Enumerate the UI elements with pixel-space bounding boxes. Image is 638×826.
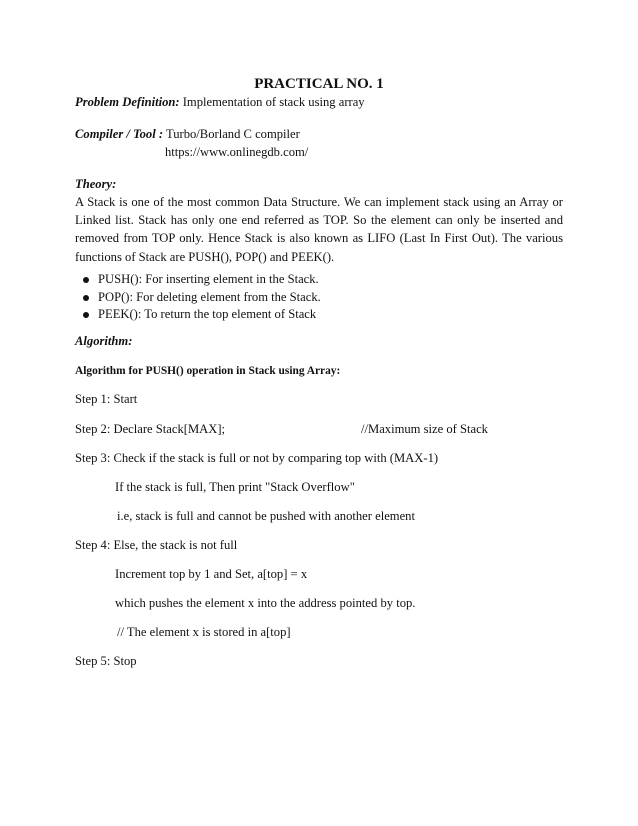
problem-definition [75,95,365,110]
bullet-icon [83,312,89,318]
step-3: Step 3: Check if the stack is full or not by comparing top with (MAX-1) [75,451,439,465]
algorithm-heading: Algorithm: [75,334,133,348]
step-2-comment: //Maximum size of Stack [361,422,488,436]
step-1: Step 1: Start [75,392,138,406]
step-3-detail-overflow: If the stack is full, Then print "Stack Overflow" [115,480,355,494]
page-title: PRACTICAL NO. 1 [254,76,384,92]
list-item-text: POP(): For deleting element from the Stack. [98,289,321,304]
list-item [80,289,321,307]
problem-definition-text: Implementation of stack using array [179,95,365,109]
problem-definition-label: Problem Definition: [75,95,180,109]
bullet-icon [83,277,89,283]
theory-heading: Theory: [75,177,117,191]
list-item [80,306,321,324]
step-3-detail-full: i.e, stack is full and cannot be pushed with another element [117,509,415,523]
step-4: Step 4: Else, the stack is not full [75,538,238,552]
step-4-detail-increment: Increment top by 1 and Set, a[top] = x [115,567,308,581]
algorithm-subheading: Algorithm for PUSH() operation in Stack using Array: [75,365,341,377]
step-4-detail-push: which pushes the element x into the address pointed by top. [115,596,416,610]
functions-list [80,271,321,324]
list-item-text: PEEK(): To return the top element of Stack [98,307,317,322]
compiler-tool-text: Turbo/Borland C compiler [163,127,300,141]
bullet-icon [83,295,89,301]
step-4-detail-comment: // The element x is stored in a[top] [117,625,291,639]
compiler-tool [75,127,300,142]
list-item-text: PUSH(): For inserting element in the Stack. [98,272,319,286]
compiler-tool-label: Compiler / Tool : [75,127,164,141]
list-item [80,271,321,289]
step-5: Step 5: Stop [75,654,137,668]
theory-paragraph: A Stack is one of the most common Data Structure. We can implement stack using an Array or Linked list. Stack has only one end referred as TOP. So the element can only be inserted and removed from TOP only. Hence Stack is also known as LIFO (Last In First Out). The various functions of Stack are PUSH(), POP() and PEEK(). [75,195,563,264]
compiler-url: https://www.onlinegdb.com/ [165,145,309,159]
step-2: Step 2: Declare Stack[MAX]; [75,422,226,436]
